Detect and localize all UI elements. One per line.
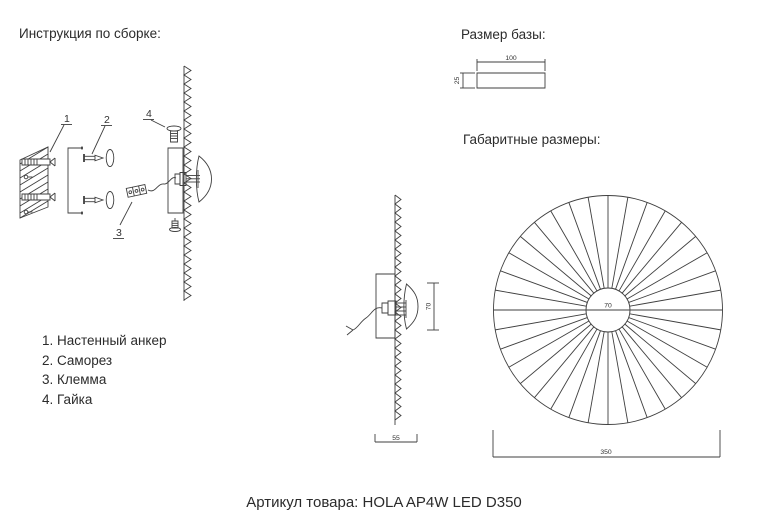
hub-diameter-value: 70 (604, 302, 612, 310)
base-size-drawing (452, 50, 567, 98)
wall-anchor-top (22, 158, 55, 166)
callout-terminal (113, 202, 132, 239)
callout-nut-number: 4 (146, 108, 152, 120)
wall-anchor-bottom (22, 193, 55, 201)
height-dimension (426, 283, 440, 330)
nut-part (167, 126, 181, 142)
oval-washer-bottom (106, 192, 114, 209)
assembly-diagram (10, 58, 265, 323)
overall-dimensions-title: Габаритные размеры: (463, 132, 601, 147)
base-width-dimension (477, 55, 545, 71)
parts-list (42, 331, 167, 409)
parts-list-item: 4. Гайка (42, 391, 93, 407)
callout-nut (143, 108, 165, 127)
screw-top (84, 154, 103, 162)
callout-screw (92, 114, 112, 154)
base-outline (477, 73, 545, 88)
callout-anchor (50, 113, 72, 152)
wall-sawtooth (184, 66, 191, 300)
oval-washer-top (106, 150, 114, 167)
screw-bottom (84, 196, 103, 204)
depth-dimension (375, 434, 417, 442)
outer-diameter-value: 350 (600, 449, 612, 456)
base-size-title: Размер базы: (461, 27, 546, 42)
front-view-drawing (480, 185, 740, 475)
wall-cross-section (20, 147, 55, 218)
base-depth-value: 25 (454, 76, 461, 85)
callout-anchor-number: 1 (64, 113, 70, 125)
depth-value: 55 (392, 435, 400, 442)
callout-terminal-number: 3 (116, 227, 122, 239)
base-depth-dimension (454, 73, 475, 88)
base-plate-side (376, 274, 395, 338)
callout-screw-number: 2 (104, 114, 110, 126)
base-width-value: 100 (505, 55, 517, 62)
mounting-wall (184, 66, 191, 301)
parts-list-item: 2. Саморез (42, 352, 113, 368)
lower-screw (170, 218, 181, 232)
parts-list-item: 1. Настенный анкер (42, 333, 167, 348)
side-view-drawing (340, 190, 460, 455)
parts-list-item: 3. Клемма (42, 372, 107, 387)
height-value: 70 (425, 302, 433, 311)
mounting-bracket (68, 147, 82, 215)
assembly-title: Инструкция по сборке: (19, 26, 161, 41)
terminal-block (126, 185, 146, 198)
outer-diameter-dimension (493, 430, 720, 457)
article-text: Артикул товара: HOLA AP4W LED D350 (246, 494, 522, 511)
